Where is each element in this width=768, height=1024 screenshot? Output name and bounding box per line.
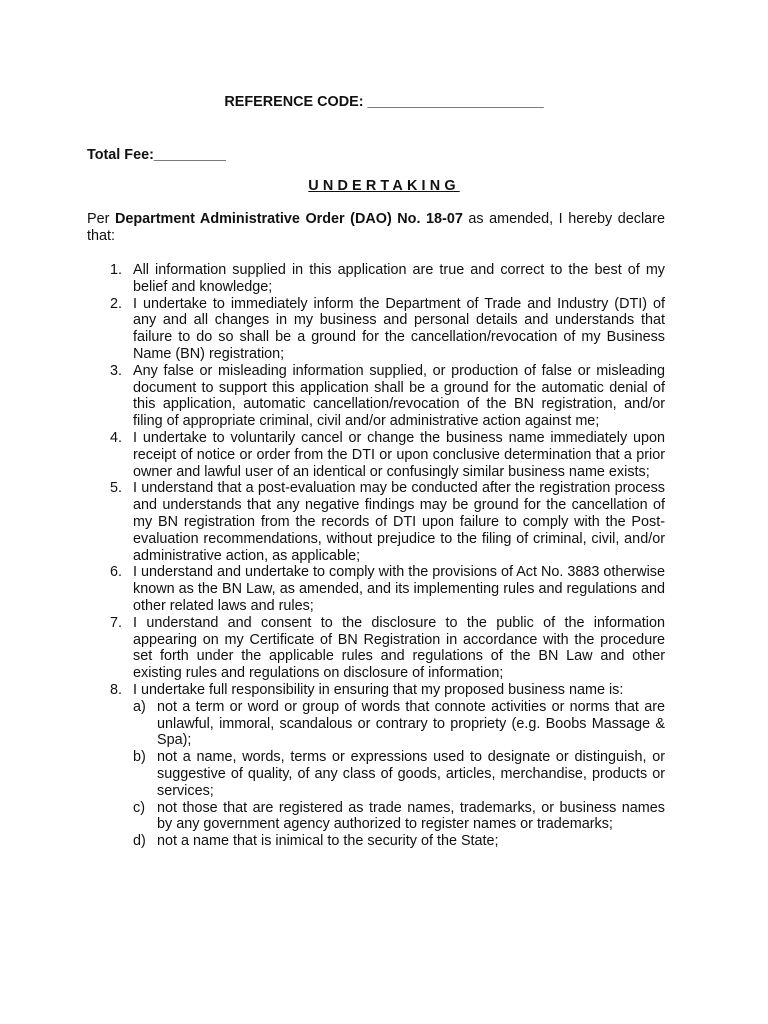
list-item [87, 430, 665, 480]
intro-paragraph [87, 211, 665, 244]
sub-letter: c) [133, 799, 145, 816]
list-item [87, 480, 665, 564]
item-number: 4. [110, 429, 123, 446]
item-number: 8. [110, 681, 123, 698]
list-item [87, 682, 665, 850]
sublist [133, 699, 665, 850]
list-item [87, 615, 665, 682]
item-number: 3. [110, 362, 123, 379]
list-item [87, 262, 665, 296]
list-item [87, 363, 665, 430]
item-text: I undertake full responsibility in ensuring that my proposed business name is: [133, 681, 624, 698]
intro-prefix: Per [87, 211, 115, 227]
undertaking-list [87, 262, 665, 850]
list-item [87, 564, 665, 614]
sub-text: not those that are registered as trade names, trademarks, or business names by any government agency authorized to register names or trademarks; [157, 799, 665, 833]
sub-text: not a term or word or group of words that connote activities or norms that are unlawful, immoral, scandalous or contrary to propriety (e.g. Boobs Massage & Spa); [157, 698, 665, 749]
sub-letter: a) [133, 698, 146, 715]
dao-reference: Department Administrative Order (DAO) No. 18-07 [114, 211, 463, 227]
item-text: I understand and undertake to comply with the provisions of Act No. 3883 otherwise known as the BN Law, as amended, and its implementing rules and regulations and other related laws and rules; [133, 564, 665, 614]
sub-letter: b) [133, 749, 146, 766]
intro-suffix: as amended, I hereby declare that: [87, 211, 665, 244]
sub-text: not a name, words, terms or expressions used to designate or distinguish, or suggestive of quality, of any class of goods, articles, merchandise, products or services; [157, 749, 665, 799]
sub-letter: d) [133, 833, 146, 850]
sub-text: not a name that is inimical to the security of the State; [157, 833, 499, 850]
item-text: I understand that a post-evaluation may be conducted after the registration process and understands that any negative findings may be ground for the cancellation of my BN registration from the records of DTI upon failure to comply with the Post-evaluation recommendations, without prejudice to the filing of criminal, civil, and/or administrative action, as applicable; [133, 480, 665, 564]
item-number: 1. [110, 262, 123, 278]
sublist-item [133, 699, 665, 749]
item-number: 7. [110, 614, 123, 631]
sublist-item [133, 749, 665, 799]
item-number: 5. [110, 480, 123, 497]
reference-code-line: REFERENCE CODE: ______________________ [224, 94, 544, 110]
item-text: I undertake to voluntarily cancel or change the business name immediately upon receipt of notice or order from the DTI or upon conclusive determination that a prior owner and lawful user of an identical or confusingly similar business name exists; [133, 429, 665, 480]
list-item [87, 296, 665, 363]
total-fee-line: Total Fee:_________ [87, 147, 226, 163]
item-number: 2. [110, 295, 123, 312]
document-title: UNDERTAKING [308, 178, 460, 194]
item-number: 6. [110, 564, 123, 581]
item-text: I undertake to immediately inform the Department of Trade and Industry (DTI) of any and all changes in my business and personal details and understands that failure to do so shall be a ground for the cancellation/revocation of my Business Name (BN) registration; [133, 295, 665, 362]
sublist-item [133, 833, 665, 850]
item-text: All information supplied in this application are true and correct to the best of my belief and knowledge; [133, 262, 665, 295]
sublist-item [133, 800, 665, 834]
item-text: I understand and consent to the disclosure to the public of the information appearing on my Certificate of BN Registration in accordance with the procedure set forth under the applicable rules and regulations of the BN Law and other existing rules and regulations on disclosure of information; [133, 614, 665, 682]
item-text: Any false or misleading information supplied, or production of false or misleading document to support this application shall be a ground for the automatic denial of this application, automatic cancellation/revocation of the BN registration, and/or filing of appropriate criminal, civil and/or administrative action against me; [133, 362, 665, 430]
